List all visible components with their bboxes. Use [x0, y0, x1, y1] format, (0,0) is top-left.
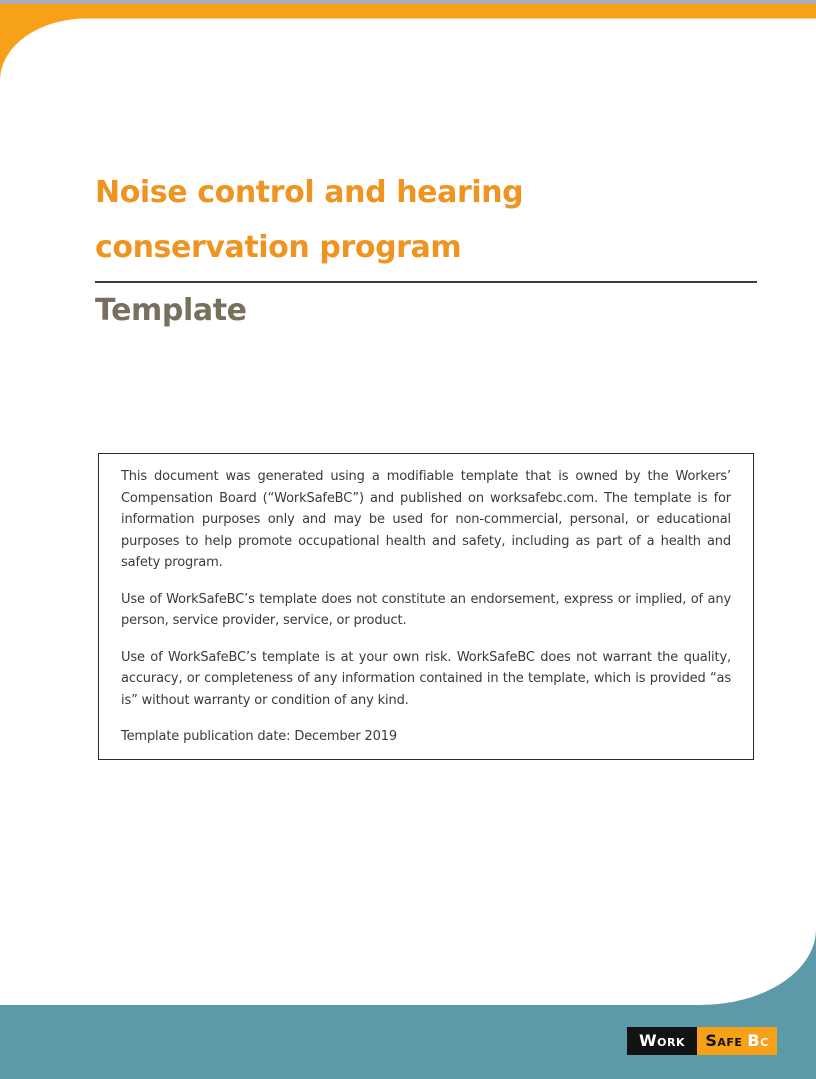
page-subtitle: Template	[95, 293, 247, 328]
disclaimer-box	[98, 453, 754, 760]
disclaimer-paragraph-1: This document was generated using a modifiable template that is owned by the Workers’ Compensation Board (“WorkSafeBC”) and published on worksafebc.com. The template is for information purposes only and may be used for non-commercial, personal, or educational purposes to help promote occupational health and safety, including as part of a health and safety program.	[121, 469, 731, 570]
top-orange-curve-decoration	[0, 0, 816, 100]
title-divider-rule	[95, 281, 757, 283]
logo-safebc-segment	[697, 1027, 777, 1055]
logo-bc-text: BC	[747, 1031, 769, 1050]
disclaimer-paragraph-3: Use of WorkSafeBC’s template is at your own risk. WorkSafeBC does not warrant the quality, accuracy, or completeness of any information contained in the template, which is provided “as is” without warranty or condition of any kind.	[121, 649, 731, 708]
logo-work-segment	[627, 1027, 697, 1055]
page-title	[95, 165, 523, 275]
worksafebc-logo	[627, 1027, 777, 1055]
disclaimer-paragraph-2: Use of WorkSafeBC’s template does not constitute an endorsement, express or implied, of any person, service provider, service, or product.	[121, 591, 731, 628]
footer-teal-band	[0, 929, 816, 1079]
logo-safe-text: SAFE	[705, 1031, 743, 1050]
page-title-line2: conservation program	[95, 230, 462, 265]
logo-work-text: WORK	[638, 1031, 685, 1050]
disclaimer-publication-date: Template publication date: December 2019	[121, 729, 398, 744]
page-title-line1: Noise control and hearing	[95, 175, 524, 210]
